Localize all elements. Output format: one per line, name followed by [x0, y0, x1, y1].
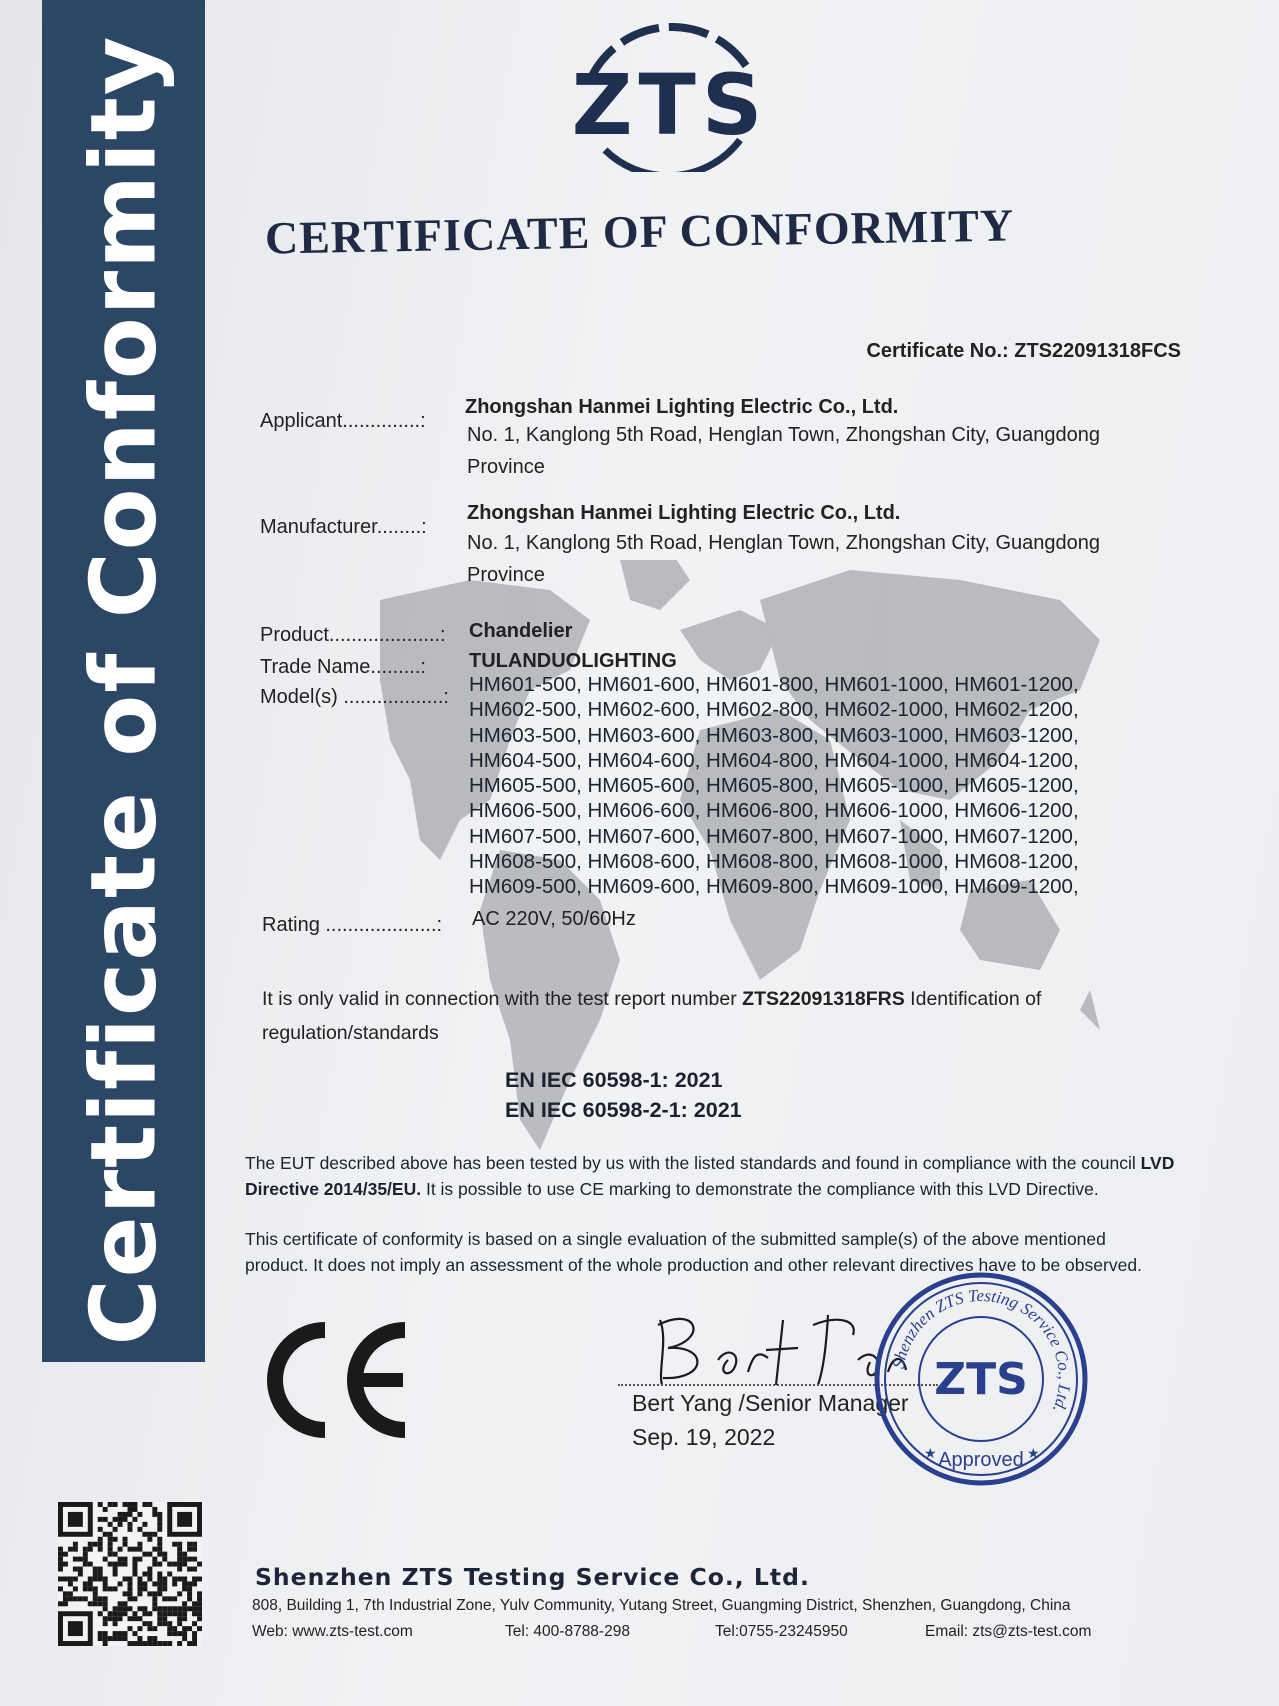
ce-mark	[255, 1320, 415, 1440]
sidebar-vertical-title: Certificate of Conformity	[71, 34, 177, 1346]
footer-web: Web: www.zts-test.com	[252, 1623, 413, 1640]
applicant-name: Zhongshan Hanmei Lighting Electric Co., Ltd.	[465, 396, 899, 418]
model-line: HM601-500, HM601-600, HM601-800, HM601-1000, HM601-1200,	[469, 673, 1079, 696]
rating-label: Rating ....................:	[262, 914, 443, 936]
disclaimer-line1: This certificate of conformity is based on a single evaluation of the submitted sample(s) of the above mentioned	[245, 1229, 1106, 1249]
approval-stamp	[872, 1270, 1090, 1488]
disclaimer-line2: product. It does not imply an assessment of the whole production and other relevant directives have to be observed.	[245, 1255, 1142, 1275]
manufacturer-address-line1: No. 1, Kanglong 5th Road, Henglan Town, Zhongshan City, Guangdong	[467, 532, 1101, 554]
validity-line2: regulation/standards	[262, 1022, 439, 1044]
product-value: Chandelier	[469, 620, 573, 642]
rating-value: AC 220V, 50/60Hz	[472, 908, 636, 930]
model-line: HM603-500, HM603-600, HM603-800, HM603-1000, HM603-1200,	[469, 723, 1079, 747]
model-line: HM606-500, HM606-600, HM606-800, HM606-1000, HM606-1200,	[469, 799, 1079, 823]
svg-text:★: ★	[1027, 1446, 1040, 1462]
compliance-paragraph: The EUT described above has been tested by us with the listed standards and found in compliance with the council LVD Directive 2014/35/EU. It is possible to use CE marking to demonstrate the compliance with this LVD Directive.	[245, 1153, 1175, 1199]
standard-1: EN IEC 60598-1: 2021	[505, 1068, 723, 1092]
model-line: HM604-500, HM604-600, HM604-800, HM604-1000, HM604-1200,	[469, 748, 1079, 772]
footer-address: 808, Building 1, 7th Industrial Zone, Yulv Community, Yutang Street, Guangming District, Shenzhen, Guangdong, China	[252, 1597, 1071, 1614]
model-line: HM609-500, HM609-600, HM609-800, HM609-1000, HM609-1200,	[469, 875, 1079, 899]
applicant-address-line1: No. 1, Kanglong 5th Road, Henglan Town, Zhongshan City, Guangdong	[467, 424, 1101, 446]
qr-code	[58, 1502, 202, 1646]
models-list	[469, 672, 1079, 900]
applicant-address-line2: Province	[467, 456, 545, 478]
footer-company: Shenzhen ZTS Testing Service Co., Ltd.	[255, 1563, 810, 1591]
signer-name: Bert Yang /Senior Manager	[632, 1390, 909, 1416]
trade-name-value: TULANDUOLIGHTING	[469, 650, 677, 672]
zts-logo	[545, 22, 795, 172]
footer-tel1: Tel: 400-8788-298	[505, 1623, 630, 1640]
model-line: HM608-500, HM608-600, HM608-800, HM608-1000, HM608-1200,	[469, 850, 1079, 874]
manufacturer-name: Zhongshan Hanmei Lighting Electric Co., Ltd.	[467, 502, 901, 524]
footer-tel2: Tel:0755-23245950	[715, 1623, 848, 1640]
svg-text:ZTS: ZTS	[571, 56, 769, 154]
svg-text:Approved: Approved	[938, 1449, 1024, 1471]
certificate-title: CERTIFICATE OF CONFORMITY	[264, 199, 1015, 264]
product-label: Product....................:	[260, 624, 446, 646]
model-line: HM607-500, HM607-600, HM607-800, HM607-1000, HM607-1200,	[469, 824, 1079, 848]
svg-text:★: ★	[924, 1446, 937, 1462]
trade-name-label: Trade Name.........:	[260, 656, 426, 678]
footer-email: Email: zts@zts-test.com	[925, 1623, 1092, 1640]
signature-date: Sep. 19, 2022	[632, 1424, 776, 1450]
validity-statement: It is only valid in connection with the test report number ZTS22091318FRS Identification of	[262, 988, 1042, 1010]
test-report-number: ZTS22091318FRS	[742, 988, 905, 1010]
svg-text:ZTS: ZTS	[934, 1354, 1028, 1405]
standard-2: EN IEC 60598-2-1: 2021	[505, 1098, 742, 1122]
model-line: HM605-500, HM605-600, HM605-800, HM605-1000, HM605-1200,	[469, 774, 1079, 798]
applicant-label: Applicant..............:	[260, 410, 426, 432]
certificate-number: Certificate No.: ZTS22091318FCS	[866, 340, 1181, 362]
model-line: HM602-500, HM602-600, HM602-800, HM602-1000, HM602-1200,	[469, 698, 1079, 722]
manufacturer-address-line2: Province	[467, 564, 545, 586]
models-label: Model(s) ..................:	[260, 686, 449, 708]
manufacturer-label: Manufacturer........:	[260, 516, 427, 538]
svg-text:Shenzhen ZTS Testing Service C: Shenzhen ZTS Testing Service Co., Ltd.	[888, 1285, 1075, 1416]
